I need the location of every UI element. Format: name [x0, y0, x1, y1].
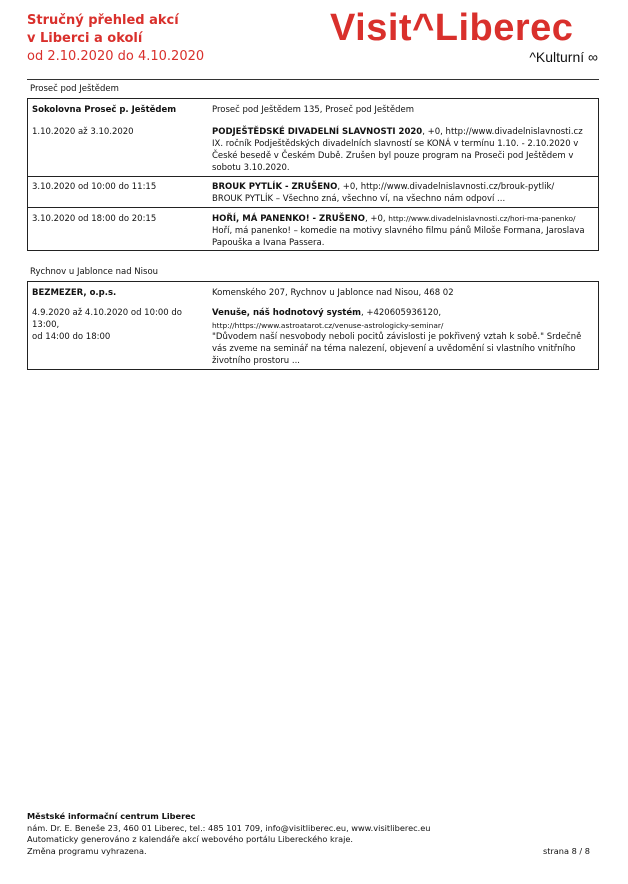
footer-address: nám. Dr. E. Beneše 23, 460 01 Liberec, tel.: 485 101 709, info@visitliberec.eu, www.visitliberec.eu [27, 822, 431, 833]
event-description: vás zveme na seminář na téma nalezení, objevení a uvědomění si vlastního vnitřního [212, 344, 576, 354]
venue-block [27, 281, 599, 370]
event-description: "Důvodem naší nesvobody neboli pocitů závislosti je pokřivený vztah k sobě." Srdečně [212, 332, 582, 342]
event-heading [212, 181, 554, 193]
event-row [28, 207, 598, 251]
event-description: České besedě v Českém Dubě. Zrušen byl pouze program na Proseči pod Ještědem v [212, 151, 574, 161]
event-description: IX. ročník Podještědských divadelních slavností se KONÁ v termínu 1.10. - 2.10.2020 v [212, 139, 579, 149]
venue-block [27, 98, 599, 251]
event-description: sobotu 3.10.2020. [212, 163, 290, 173]
venue-address: Proseč pod Ještědem 135, Proseč pod Ještědem [212, 105, 415, 115]
logo-sub-text: ^Kulturní ∞ [529, 49, 598, 65]
event-description: životního prostoru ... [212, 356, 300, 366]
event-name: PODJEŠTĚDSKÉ DIVADELNÍ SLAVNOSTI 2020 [212, 127, 423, 137]
event-row [28, 176, 598, 208]
title-line-1: Stručný přehled akcí [27, 13, 179, 28]
date-range: od 2.10.2020 do 4.10.2020 [27, 49, 205, 64]
title-line-2: v Liberci a okolí [27, 31, 143, 46]
footer [27, 811, 430, 857]
event-date: 3.10.2020 od 10:00 do 11:15 [32, 182, 157, 192]
event-heading [212, 126, 583, 138]
venue-address: Komenského 207, Rychnov u Jablonce nad Nisou, 468 02 [212, 288, 454, 298]
footer-org: Městské informační centrum Liberec [27, 811, 196, 821]
header-divider [27, 79, 599, 80]
event-description: Papouška a Ivana Passera. [212, 238, 325, 248]
footer-note: Změna programu vyhrazena. [27, 845, 147, 856]
event-name: Venuše, náš hodnotový systém [212, 308, 361, 318]
section-title: Rychnov u Jablonce nad Nisou [30, 267, 159, 277]
event-contact: , +0, http://www.divadelnislavnosti.cz [422, 127, 583, 137]
event-name: BROUK PYTLÍK - ZRUŠENO [212, 182, 338, 192]
event-date: 1.10.2020 až 3.10.2020 [32, 127, 134, 137]
event-url: http://www.divadelnislavnosti.cz/hori-ma-panenko/ [388, 214, 576, 223]
venue-name: BEZMEZER, o.p.s. [32, 288, 117, 298]
event-heading [212, 307, 441, 319]
event-contact: , +0, [364, 214, 389, 224]
event-url: http://https://www.astroatarot.cz/venuse-astrologicky-seminar/ [212, 321, 444, 330]
event-contact: , +420605936120, [360, 308, 442, 318]
page-number: strana 8 / 8 [542, 846, 590, 856]
event-contact: , +0, http://www.divadelnislavnosti.cz/brouk-pytlik/ [337, 182, 555, 192]
event-date: 4.9.2020 až 4.10.2020 od 10:00 do [32, 308, 182, 318]
event-time: od 14:00 do 18:00 [32, 332, 111, 342]
logo-main-text: Visit^Liberec [330, 7, 574, 49]
event-heading [212, 213, 576, 225]
event-description: Hoří, má panenko! – komedie na motivy slavného filmu pánů Miloše Formana, Jaroslava [212, 226, 585, 236]
event-date: 3.10.2020 od 18:00 do 20:15 [32, 214, 157, 224]
visit-liberec-logo [330, 6, 600, 68]
section-title: Proseč pod Ještědem [30, 84, 119, 94]
event-description: BROUK PYTLÍK – Všechno zná, všechno ví, na všechno nám odpoví ... [212, 194, 506, 204]
venue-name: Sokolovna Proseč p. Ještědem [32, 105, 177, 115]
footer-note: Automaticky generováno z kalendáře akcí webového portálu Libereckého kraje. [27, 834, 354, 844]
document-title [27, 12, 179, 48]
event-date: 13:00, [32, 320, 60, 330]
event-name: HOŘÍ, MÁ PANENKO! - ZRUŠENO [212, 214, 365, 224]
